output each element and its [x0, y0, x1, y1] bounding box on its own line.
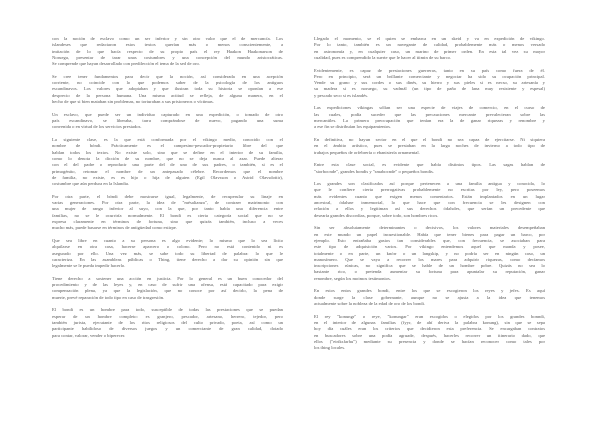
text-line: El rey "konungr" o reye, "konungar" eran escogidos o elegidos por los grandes bonndi, [314, 313, 545, 319]
text-line: Que sea libre en cuanto a su persona es algo evidente; lo mismo que lo sea lícito [52, 237, 283, 243]
right-column [314, 36, 545, 352]
text-line: Entre esta clase social, es evidente que había distintos tipos. Las sagas hablan de [314, 162, 545, 168]
text-line: totalmente o en parte, un knórr o un langskip, y no podría ser en ningún caso, un [314, 250, 545, 256]
text-line: Vende su grano y sus cordes o sus dinés, su hierro y sus pieles si es necso, su artesanía y [314, 80, 545, 86]
text-line: procedimiento y de las leyes y, en caso de sufrir una ofensa, está capacitado para exigir [52, 282, 283, 288]
paragraph [52, 137, 283, 188]
text-line: escandinavos. Los valores que adoptaban y que ilustran toda su historia se oponían a ese [52, 86, 283, 92]
paragraph [52, 194, 283, 232]
paragraph [52, 36, 283, 68]
text-line: país escandinavo, se liberaba, tarra comprándose de nuevo, pagando una suma [52, 118, 283, 124]
paragraph [52, 112, 283, 131]
text-line: donde surge la clase gobernante, aunque no se ajusta a la idea que tenemos [314, 294, 545, 300]
paragraph [52, 74, 283, 106]
text-line: desearía grandes discordias, porque, sobre todo, son hombres ricos. [314, 212, 439, 218]
text-line: trabajos pequeños de orfebrería o ebanistería ornamental. [314, 149, 420, 155]
text-line: renombre, según los moimos testimonios. [314, 275, 391, 281]
text-line: bastante rico, o pretenda aumentar su fortuna para apuntalar su reputación, ganar [314, 269, 545, 275]
text-line: Sin ser absolutamente determinantes o decisivos, los valores materiales desempeñaban [314, 225, 545, 231]
text-line: expresa claramente en términos de fortuna, sino que quizás también, incluso a veces [52, 219, 283, 224]
text-line: mercantiles. La primera preocupación que tenían era la de ganar riquezas y renombre y [314, 118, 545, 124]
text-line: esperar de un hombre completo: es granjero, pescador, artesano, herrero, tejedor, pero [52, 313, 283, 319]
text-line: actualmente sobre la nobleza de la edad de oro de los bondi. [314, 301, 426, 307]
text-line: que le confiere cierta prerrogativas probablemente no escritas por ley, pero poseemos [314, 187, 545, 193]
text-line: inscripciones rúnicas, no significa que se hable de un hombre pobre. Quizás no sea lo [314, 263, 545, 269]
text-line: familias, no se le ocurriría normalmente. El bondi es cierta categoría social que no se [52, 212, 283, 218]
paragraph [314, 137, 545, 156]
text-line: "storbocnde", grandes bondis y "smabocnde" o pequeños bondis. [314, 168, 435, 174]
text-line: costumbre que aún perdura en la Islandia. [52, 181, 130, 187]
text-line: y pescado seco si es islandés. [314, 92, 369, 98]
text-line: manosímero. Que se vaya a recorrer los mares para adquirir riquezas, como decíamos [314, 256, 545, 262]
text-line: en el interior de algunas familias (fyyr, de ahí deriva la palabra konung), sin que se sepa [314, 319, 545, 325]
text-line: Se comprende que hayan desarrollado con predilección el tema de la sed de oro. [52, 61, 200, 67]
text-line: corriente, no coincide con lo que podemos saber de la psicología de los antiguos [52, 80, 283, 86]
text-line: hablan todos los textos. No existe solo, sino que se define en el interior de su familia, [52, 149, 283, 155]
paragraph [314, 225, 545, 282]
text-line: ejemplo. Esto entrañaba gastos tan considerables que, con frecuencia, se asociaban para [314, 237, 545, 243]
text-line: En estos entos grandes bondi, entre los que se escogieron los reyes y jefes. Es aquí [314, 288, 545, 294]
text-line: hoy día cuáles eran los criterios que decidieron esta preferencia. Se encargaban contratos [314, 326, 545, 332]
text-line: Tiene derecho a sostener una acción en justicia. Por lo general es un buen conocedor del [52, 275, 283, 281]
paragraph [52, 307, 283, 339]
text-line: caracteriza. En las asambleas públicas o Thing, tiene derecho a dar su opinión sin que [52, 256, 283, 262]
text-line: este tipo de adquisición varios. Por vikingo entendemos aquel que manda y posee, [314, 244, 545, 250]
text-line: Por otra parte, el bóndi debe mostrarse igual, legalmente, de recuperular su linaje en [52, 193, 283, 199]
text-line: compensación plena, ya que la legislación, que no conoce por así decirlo, la pena de [52, 288, 283, 294]
text-line: más evidentes cuanto que exigen menos comentarios. Están implantados en un lugar [314, 193, 545, 199]
text-line: El bondi es un hombre para todo, susceptible de todas las prestaciones que se puedan [52, 307, 283, 313]
paragraph [314, 105, 545, 130]
text-line: La siguiente clase, es la que está conformada por el vikingo medio, conocido con el [52, 136, 283, 142]
text-line: legalmente se le pueda impedir hacerlo. [52, 263, 126, 269]
text-line: su madera si es noruego, su vadmál (un tipo de paño de lana muy resistente y espesal) [314, 86, 545, 92]
text-line: Los grandes son clasificados así porque pertenecen a una familia antigua y conocida, lo [314, 181, 545, 187]
text-line: muerte, prevé reparación de todo tipo en caso de trasgresión. [52, 294, 165, 300]
text-line: Se cree tener fundamentos para decir que la noción, así considerada en una acepción [52, 73, 283, 79]
text-line: islandeses que redactaron estos textos querían más o menos conscientemente, a [52, 42, 283, 48]
paragraph [314, 68, 545, 100]
text-line: en astronomía y, en cualquier caso, un marino de primer orden. En esta tal vez su mayor [314, 48, 545, 54]
text-line: Por lo tanto, también es un navegante de calidad, probablemente más o menos versado [314, 42, 545, 48]
text-line: las cuales, podía suceder que las precauciones mercante prevalecieran sobre las [314, 111, 545, 117]
text-line: con la noción de esclavo como un ser inferior y sin otro valor que el de mercancía. Los [52, 36, 283, 41]
text-line: en buscadores sobre una podía agruade, después, hacerles recorrer un itinerario dado, que [314, 332, 545, 338]
text-line: primogénito, retomar el nombre de un antepasado célebre. Recordemos que el nombre [52, 168, 283, 174]
paragraph [314, 36, 545, 61]
text-line: convenida o en virtud de los servicios prestados. [52, 124, 142, 130]
paragraph [314, 181, 545, 219]
text-line: Las expediciones vikingas sólían ser una especie de viajes de comercio, en el curso de [314, 105, 545, 111]
text-line: de familia, no existe, es es hijo o hija de alguien (Egil Olavsson o Astrid Olavsdottir), [52, 174, 283, 180]
text-line: hecho de que si bien mataban sin problemas, no torturaban a sus prisioneros o víctimas. [52, 99, 214, 105]
paragraph [314, 288, 545, 307]
text-line: con el del padre o reproducir una parte del de uno de sus padres, o también, si es el [52, 162, 283, 168]
text-line: Llegado el momento, se el quien se embarca en un skeid y va en expedición de vikingo. [314, 36, 545, 41]
paragraph [52, 276, 283, 301]
text-line: a ese fin se distribuían los equipamientos. [314, 124, 392, 130]
text-line: en este mundo un papel incuestionable. Había que tener bienes para pagar un barco, por [314, 231, 545, 237]
text-line: ancestral, ódalsne inmemorial, lo que hace que con frecuencia se les designen con [314, 200, 545, 206]
text-line: cualidad, pues es comprendido la suerte que le hacer al tiimin de su barco. [314, 54, 452, 60]
text-line: también jurista, ejecutante de los ritos religiosos del culto privado, poeta, así como un [52, 319, 283, 325]
paragraph [314, 162, 545, 175]
text-line: Pero en principio, será un brillante comerciante y negociar ha sido su ocupación principal. [314, 73, 545, 79]
text-line: ellos ("eiriksfarhu") mediante su presencia y donde se hacían reconocer como tales por [314, 338, 545, 344]
text-line: para contar, valorar, vender o biperecer. [52, 332, 126, 338]
text-line: Un esclavo, que puede ser un individuo capturado en una expedición, o tomado de otro [52, 111, 283, 117]
text-line: En definitiva, no hayun sector en el que el bondi no sea capaz de ejercitarse. Ni siquiera [314, 136, 545, 142]
text-line: alquilarse en otra casa, hacerse aparcero o colono. Pero no está contenido ni es [52, 244, 283, 250]
paragraph [52, 238, 283, 270]
text-line: participante habilidoso de diversos juegos y un comerciante de gran calidad, dotado [52, 326, 283, 332]
text-line: Noruega, presentar de tarar unas costumbres y una concepción del mundo aristocráticas. [52, 54, 283, 60]
text-line: asegurado por ello. Una vez más, se sabe todo su libertad de palabra: lo que le [52, 250, 283, 256]
text-line: una mujer de rango inferior al suyo, con la que, por tanto había una diferencia entre [52, 206, 283, 212]
text-line: mucho más, puede basarse en términos de antigüedad como estirpe. [52, 225, 178, 231]
text-line: desprecio de la persona humana. Una misma actitud se refleja, de alguna manera, en el [52, 92, 283, 98]
text-line: imitación de lo que hacía respecto de su propio país el rey Haakon Haakonarson de [52, 48, 283, 54]
text-line: como lo denota la dicción de su nombre, que no se deja nunca al azar. Puede alterar [52, 155, 283, 161]
text-line: Evidentemente, es capaz de prestaciones guerreras, tanto en su país como fuera de él. [314, 67, 545, 73]
text-line: varias generaciones. Por otra parte, la idea de "mésalianza", de contraer matrimonio con [52, 200, 283, 206]
text-line: relación a ellos y legitiman así sus derechos ódalsdes, que serían un precedente que [314, 206, 545, 212]
paragraph [314, 314, 545, 352]
text-line: los thing locales. [314, 345, 346, 351]
left-column [52, 36, 283, 339]
text-line: en el ámbito artístico, pues se prestaban en la larga noches de invierno a todo tipo de [314, 143, 545, 149]
text-line: nombre de bóndi. Prácticamente es el campesino-pescador-propietario libre del que [52, 143, 283, 149]
